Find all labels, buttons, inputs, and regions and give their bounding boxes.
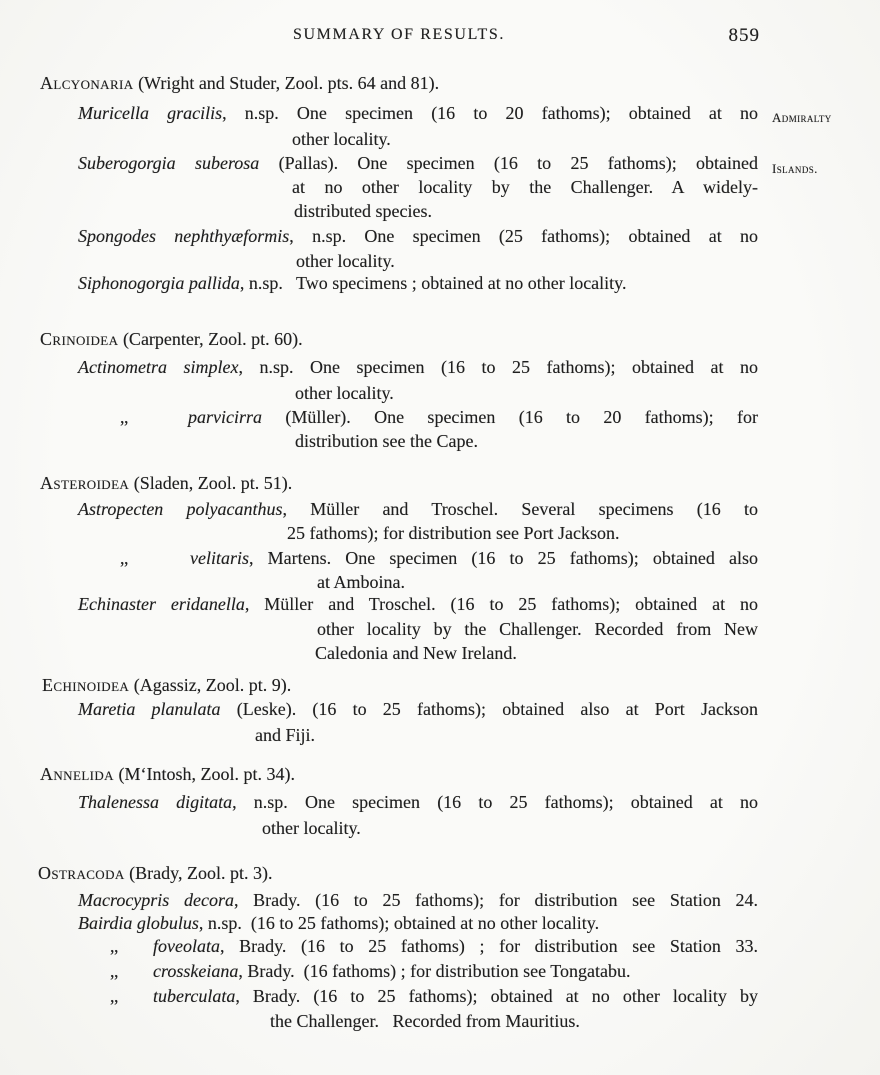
entry-text: , Müller and Troschel. Several specimens (16 to [282, 499, 758, 519]
entry-text: , Brady. (16 fathoms) ; for distribution see Tongatabu. [238, 961, 631, 981]
ditto-mark: ,, [120, 407, 128, 427]
taxon-name: Ostracoda [38, 863, 125, 883]
species-name: Echinaster eridanella [78, 594, 245, 614]
entry-text: , Martens. One specimen (16 to 25 fathoms); obtained also [249, 548, 758, 568]
entry-text: , Brady. (16 to 25 fathoms) ; for distribution see Station 33. [219, 936, 758, 956]
entry-line [190, 549, 758, 568]
species-name: Maretia planulata [78, 699, 221, 719]
section-heading-alcyonaria [40, 74, 439, 93]
entry-line [78, 914, 599, 933]
species-name: Macrocypris decora [78, 890, 234, 910]
entry-text: , n.sp. Two specimens ; obtained at no other locality. [239, 273, 627, 293]
taxon-name: Alcyonaria [40, 73, 134, 93]
entry-line [78, 700, 758, 719]
species-name: tuberculata [153, 986, 236, 1006]
entry-line: the Challenger. Recorded from Mauritius. [270, 1011, 580, 1031]
entry-line: other locality. [295, 383, 394, 403]
species-name: Actinometra simplex [78, 357, 239, 377]
entry-line [78, 891, 758, 910]
entry-line [78, 500, 758, 519]
entry-text: , Müller and Troschel. (16 to 25 fathoms); obtained at no [244, 594, 758, 614]
entry-line: other locality. [292, 129, 391, 149]
section-heading-echinoidea [42, 676, 291, 695]
heading-reference: (Agassiz, Zool. pt. 9). [129, 675, 292, 695]
ditto-mark: ,, [120, 548, 128, 568]
entry-text: , n.sp. One specimen (16 to 20 fathoms); obtained at no [222, 103, 759, 123]
species-name: Spongodes nephthyæformis [78, 226, 290, 246]
section-heading-asteroidea [40, 474, 292, 493]
running-head: SUMMARY OF RESULTS. [293, 26, 505, 43]
entry-line [78, 154, 758, 173]
section-heading-crinoidea [40, 330, 303, 349]
entry-line: at no other locality by the Challenger. A widely- [292, 177, 758, 197]
entry-line [78, 227, 758, 246]
entry-line: other locality. [296, 251, 395, 271]
entry-line: Caledonia and New Ireland. [315, 643, 517, 663]
species-name: Suberogorgia suberosa [78, 153, 260, 173]
entry-text: (Müller). One specimen (16 to 20 fathoms); for [262, 407, 758, 427]
entry-line [78, 793, 758, 812]
entry-line: distribution see the Cape. [295, 431, 478, 451]
margin-note-line: Admiralty [772, 110, 832, 125]
entry-line: and Fiji. [255, 725, 316, 745]
species-name: crosskeiana [153, 961, 239, 981]
entry-line [153, 962, 631, 981]
entry-line [153, 987, 758, 1006]
entry-text: , n.sp. One specimen (16 to 25 fathoms); obtained at no [238, 357, 759, 377]
taxon-name: Crinoidea [40, 329, 119, 349]
heading-reference: (Brady, Zool. pt. 3). [124, 863, 273, 883]
page-number: 859 [728, 25, 760, 46]
entry-line: 25 fathoms); for distribution see Port Jackson. [287, 523, 620, 543]
species-name: Siphonogorgia pallida [78, 273, 240, 293]
entry-text: (Leske). (16 to 25 fathoms); obtained also at Port Jackson [220, 699, 758, 719]
entry-line: other locality by the Challenger. Recorded from New [317, 619, 758, 639]
entry-line [78, 358, 758, 377]
section-heading-ostracoda [38, 864, 272, 883]
margin-note [772, 75, 832, 194]
species-name: velitaris [190, 548, 249, 568]
entry-text: (Pallas). One specimen (16 to 25 fathoms); obtained [259, 153, 758, 173]
entry-text: , n.sp. (16 to 25 fathoms); obtained at no other locality. [198, 913, 600, 933]
species-name: parvicirra [188, 407, 262, 427]
entry-text: , Brady. (16 to 25 fathoms); obtained at no other locality by [235, 986, 758, 1006]
heading-reference: (M‘Intosh, Zool. pt. 34). [113, 764, 295, 784]
heading-reference: (Wright and Studer, Zool. pts. 64 and 81). [133, 73, 440, 93]
entry-line: distributed species. [294, 201, 432, 221]
taxon-name: Annelida [40, 764, 114, 784]
species-name: foveolata [153, 936, 220, 956]
entry-text: , n.sp. One specimen (25 fathoms); obtained at no [289, 226, 758, 246]
species-name: Bairdia globulus [78, 913, 199, 933]
species-name: Astropecten polyacanthus [78, 499, 283, 519]
entry-line [78, 104, 758, 123]
section-heading-annelida [40, 765, 295, 784]
entry-line: at Amboina. [317, 572, 405, 592]
entry-text: , Brady. (16 to 25 fathoms); for distribution see Station 24. [233, 890, 758, 910]
ditto-mark: ,, [110, 936, 118, 956]
entry-line [78, 595, 758, 614]
entry-text: , n.sp. One specimen (16 to 25 fathoms); obtained at no [232, 792, 758, 812]
entry-line [188, 408, 758, 427]
entry-line: other locality. [262, 818, 361, 838]
margin-note-line: Islands. [772, 161, 818, 176]
ditto-mark: ,, [110, 986, 118, 1006]
heading-reference: (Carpenter, Zool. pt. 60). [118, 329, 303, 349]
species-name: Thalenessa digitata [78, 792, 233, 812]
taxon-name: Echinoidea [42, 675, 130, 695]
entry-line [153, 937, 758, 956]
taxon-name: Asteroidea [40, 473, 130, 493]
ditto-mark: ,, [110, 961, 118, 981]
species-name: Muricella gracilis [78, 103, 223, 123]
entry-line [78, 274, 627, 293]
heading-reference: (Sladen, Zool. pt. 51). [129, 473, 293, 493]
